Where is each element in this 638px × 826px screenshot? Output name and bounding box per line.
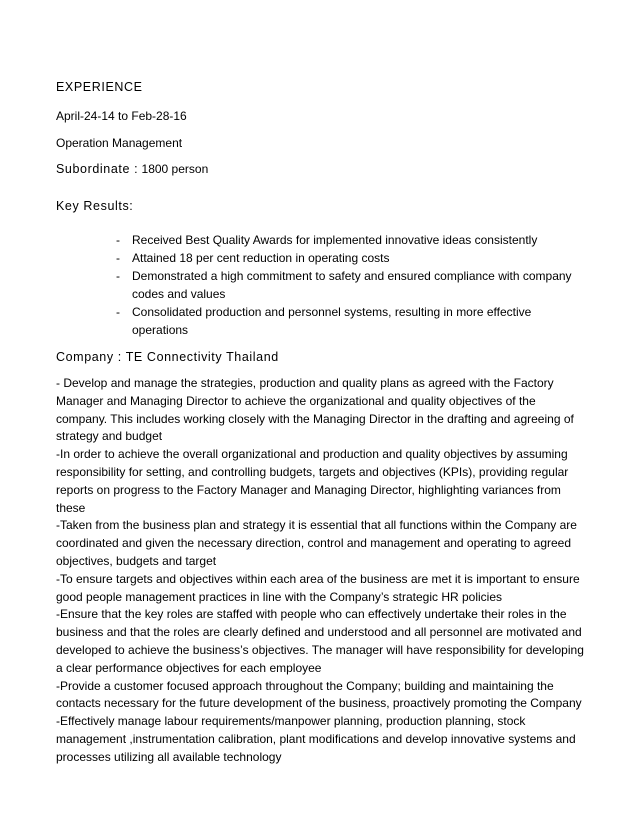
duty-paragraph: -Provide a customer focused approach throughout the Company; building and maintaining the contacts necessary for the future development of the business, proactively promoting the Company: [56, 678, 582, 711]
bullet-dash: -: [116, 251, 120, 265]
list-item: [116, 267, 586, 303]
duty-paragraph: -In order to achieve the overall organizational and production and quality objectives by assuming responsibility for setting, and controlling budgets, targets and objectives (KPIs), providing regular reports on progress to the Factory Manager and Managing Director, highlighting variances from these: [56, 447, 569, 515]
list-item: [116, 249, 586, 267]
duty-paragraph: -Taken from the business plan and strategy it is essential that all functions within the Company are coordinated and given the necessary direction, control and management and operating to agreed objectives, budgets and target: [56, 518, 577, 568]
list-item: [116, 231, 586, 249]
key-result-text: Attained 18 per cent reduction in operating costs: [132, 251, 390, 265]
duty-paragraph: - Develop and manage the strategies, production and quality plans as agreed with the Factory Manager and Managing Director to achieve the organizational and quality objectives of the company. This includes working closely with the Managing Director in the drafting and agreeing of strategy and budget: [56, 376, 574, 444]
subordinate-value: 1800 person: [141, 162, 209, 176]
key-result-text: Demonstrated a high commitment to safety and ensured compliance with company codes and values: [132, 269, 572, 301]
experience-heading: EXPERIENCE: [56, 80, 143, 94]
key-results-heading: Key Results:: [56, 199, 134, 213]
bullet-dash: -: [116, 233, 120, 247]
employment-period: April-24-14 to Feb-28-16: [56, 109, 187, 123]
subordinate-label: Subordinate :: [56, 162, 139, 176]
key-result-text: Received Best Quality Awards for implemented innovative ideas consistently: [132, 233, 538, 247]
position-title: Operation Management: [56, 136, 183, 150]
key-results-list: [116, 231, 586, 339]
duty-paragraph: -To ensure targets and objectives within each area of the business are met it is important to ensure good people management practices in line with the Company’s strategic HR policies: [56, 571, 580, 604]
company-heading: Company : TE Connectivity Thailand: [56, 350, 279, 364]
list-item: [116, 303, 586, 339]
duty-paragraph: -Ensure that the key roles are staffed with people who can effectively undertake their roles in the business and that the roles are clearly defined and understood and all personnel are motivated and developed to achieve the business’s objectives. The manager will have responsibility for developing a clear performance objectives for each employee: [56, 607, 584, 675]
duty-paragraph: -Effectively manage labour requirements/manpower planning, production planning, stock management ,instrumentation calibration, plant modifications and develop innovative systems and processes utilizing all available technology: [56, 714, 576, 764]
duties-block: [56, 375, 586, 767]
bullet-dash: -: [116, 269, 120, 283]
subordinate-line: [56, 162, 208, 176]
key-result-text: Consolidated production and personnel systems, resulting in more effective operations: [132, 305, 532, 337]
bullet-dash: -: [116, 305, 120, 319]
